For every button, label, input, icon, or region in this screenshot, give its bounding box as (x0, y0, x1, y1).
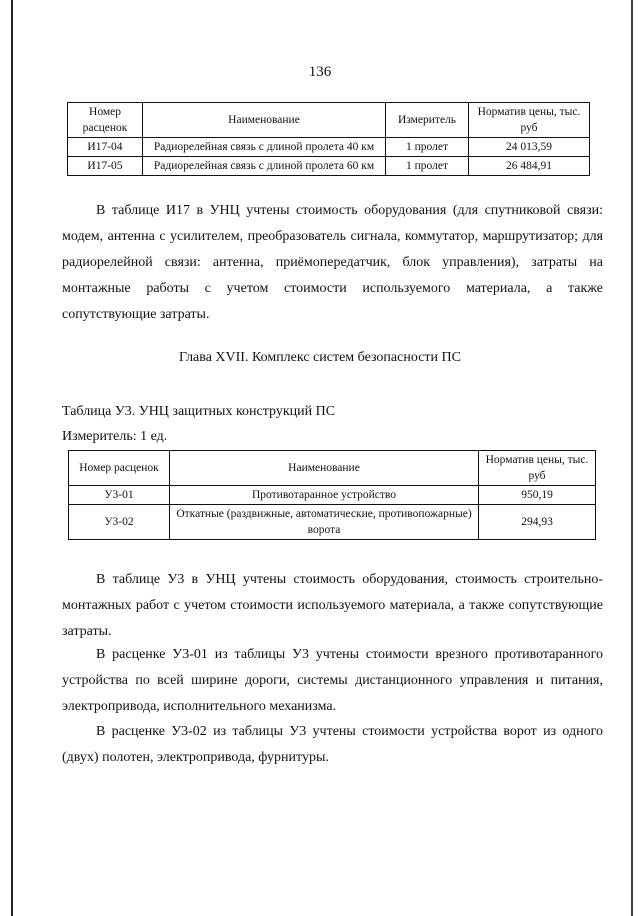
col-header-unit: Измеритель (386, 103, 469, 138)
col-header-price: Норматив цены, тыс. руб (469, 103, 590, 138)
col-header-name: Наименование (143, 103, 386, 138)
cell-name: Радиорелейная связь с длиной пролета 60 км (143, 157, 386, 176)
cell-price: 950,19 (479, 486, 596, 505)
table-title: Таблица У3. УНЦ защитных конструкций ПС (62, 404, 336, 419)
cell-unit: 1 пролет (386, 157, 469, 176)
table-row (68, 157, 590, 176)
scan-border-left (11, 0, 13, 916)
table-unit: Измеритель: 1 ед. (62, 429, 168, 444)
cell-code: И17-04 (68, 138, 143, 157)
cell-code: У3-01 (69, 486, 170, 505)
cell-name: Радиорелейная связь с длиной пролета 40 км (143, 138, 386, 157)
cell-name: Противотаранное устройство (170, 486, 479, 505)
table-row (68, 138, 590, 157)
paragraph-u3-01: В расценке У3-01 из таблицы У3 учтены стоимости врезного противотаранного устройства по всей ширине дороги, системы дистанционного управления и питания, электропривода, исполнительного механизма. (62, 647, 603, 714)
table-row (69, 486, 596, 505)
cell-price: 24 013,59 (469, 138, 590, 157)
cell-code: У3-02 (69, 505, 170, 540)
table-row (69, 505, 596, 540)
cell-price: 294,93 (479, 505, 596, 540)
cell-name: Откатные (раздвижные, автоматические, противопожарные) ворота (170, 505, 479, 540)
cell-code: И17-05 (68, 157, 143, 176)
scan-border-right (631, 0, 633, 916)
cell-price: 26 484,91 (469, 157, 590, 176)
table-i17 (67, 102, 590, 176)
col-header-price: Норматив цены, тыс. руб (479, 451, 596, 486)
col-header-code: Номер расценок (69, 451, 170, 486)
page-number: 136 (308, 64, 332, 80)
table-header-row (69, 451, 596, 486)
table-header-row (68, 103, 590, 138)
paragraph-u3-02: В расценке У3-02 из таблицы У3 учтены стоимости устройства ворот из одного (двух) полотен, электропривода, фурнитуры. (62, 724, 603, 765)
col-header-code: Номер расценок (68, 103, 143, 138)
col-header-name: Наименование (170, 451, 479, 486)
cell-unit: 1 пролет (386, 138, 469, 157)
paragraph-u3-description: В таблице У3 в УНЦ учтены стоимость оборудования, стоимость строительно-монтажных работ с учетом стоимости используемого материала, а также сопутствующие затраты. (62, 572, 603, 639)
chapter-title: Глава XVII. Комплекс систем безопасности ПС (179, 350, 461, 365)
paragraph-i17-description: В таблице И17 в УНЦ учтены стоимость оборудования (для спутниковой связи: модем, антенна с усилителем, преобразователь сигнала, коммутатор, маршрутизатор; для радиорелейной связи: антенна, приёмопередатчик, блок управления), затраты на монтажные работы с учетом стоимости используемого материала, а также сопутствующие затраты. (62, 203, 603, 322)
table-u3 (68, 450, 596, 540)
